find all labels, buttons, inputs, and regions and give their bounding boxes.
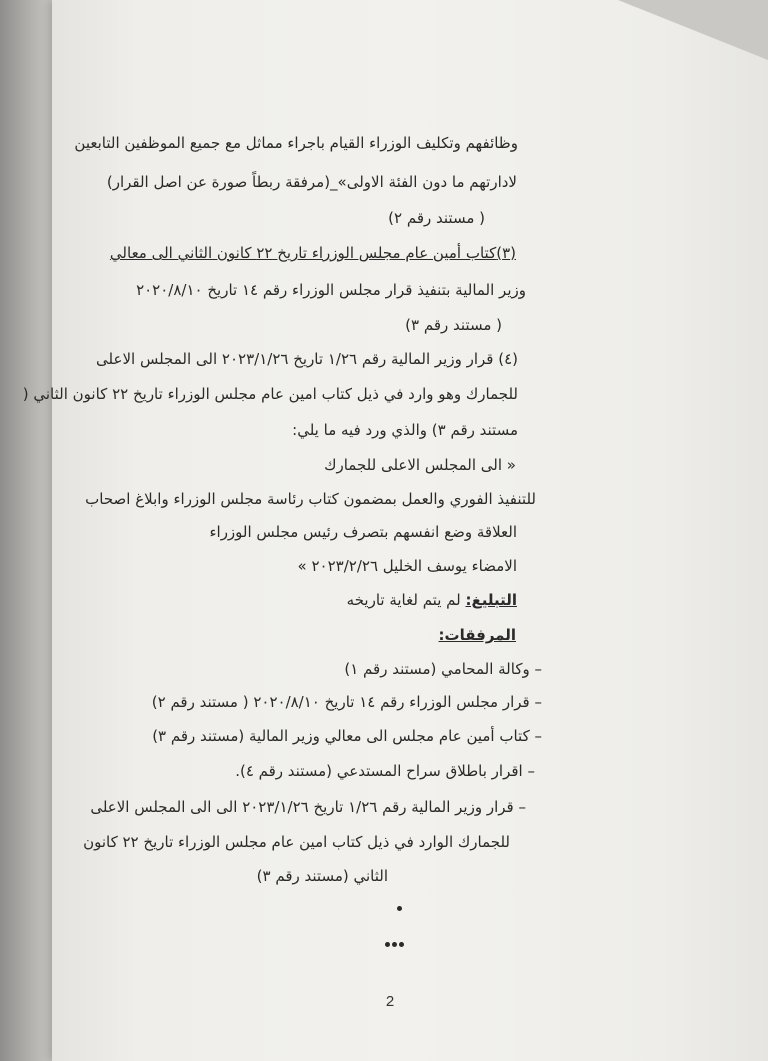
quote-line: « الى المجلس الاعلى للجمارك [324, 456, 516, 474]
item-3-text: كتاب أمين عام مجلس الوزراء تاريخ ٢٢ كانون الثاني الى معالي [109, 244, 497, 262]
notification-text: لم يتم لغاية تاريخه [346, 591, 461, 609]
text-line: ( مستند رقم ٢) [388, 209, 485, 227]
text-line: (٤) قرار وزير المالية رقم ١/٢٦ تاريخ ٢٠٢٣/١/٢٦ الى المجلس الاعلى [96, 350, 518, 368]
notification-line [347, 590, 517, 610]
folded-corner [618, 0, 768, 60]
text-line: وزير المالية بتنفيذ قرار مجلس الوزراء رقم ١٤ تاريخ ٢٠٢٠/٨/١٠ [136, 281, 526, 299]
text-line: للجمارك وهو وارد في ذيل كتاب امين عام مجلس الوزراء تاريخ ٢٢ كانون الثاني ( [22, 385, 518, 403]
attachment-item [344, 659, 542, 679]
quote-signature: الامضاء يوسف الخليل ٢٠٢٣/٢/٢٦ » [297, 557, 517, 575]
list-dash: – [534, 727, 542, 745]
separator-dot [397, 906, 402, 911]
attachment-text: كتاب أمين عام مجلس الى معالي وزير المالية (مستند رقم ٣) [152, 727, 530, 745]
text-line: ( مستند رقم ٣) [405, 316, 502, 334]
quote-line: العلاقة وضع انفسهم بتصرف رئيس مجلس الوزراء [209, 523, 517, 541]
separator-dot [392, 942, 397, 947]
attachment-item [90, 797, 526, 817]
attachment-item [152, 692, 542, 712]
attachment-continuation: للجمارك الوارد في ذيل كتاب امين عام مجلس الوزراء تاريخ ٢٢ كانون [83, 833, 510, 851]
notification-label: التبليغ: [465, 591, 517, 609]
list-dash: – [534, 693, 542, 711]
quote-line: للتنفيذ الفوري والعمل بمضمون كتاب رئاسة مجلس الوزراء وابلاغ اصحاب [85, 490, 536, 508]
item-3-line [110, 243, 516, 263]
attachment-item [235, 761, 535, 781]
list-dash: – [527, 762, 535, 780]
text-line: مستند رقم ٣) والذي ورد فيه ما يلي: [292, 421, 518, 439]
attachment-text: وكالة المحامي (مستند رقم ١) [344, 660, 530, 678]
item-3-prefix: (٣) [496, 244, 516, 262]
attachment-text: اقرار باطلاق سراح المستدعي (مستند رقم ٤). [235, 762, 523, 780]
separator-dot [399, 942, 404, 947]
text-line: لادارتهم ما دون الفئة الاولى»_(مرفقة ربطاً صورة عن اصل القرار) [106, 173, 517, 191]
attachment-text: قرار مجلس الوزراء رقم ١٤ تاريخ ٢٠٢٠/٨/١٠ ( مستند رقم ٢) [151, 693, 530, 711]
attachment-text: قرار وزير المالية رقم ١/٢٦ تاريخ ٢٠٢٣/١/٢٦ الى الى المجلس الاعلى [90, 798, 514, 816]
attachment-continuation: الثاني (مستند رقم ٣) [256, 867, 388, 885]
list-dash: – [518, 798, 526, 816]
attachment-item [152, 726, 542, 746]
separator-dot [385, 942, 390, 947]
page-number: 2 [385, 993, 395, 1010]
list-dash: – [534, 660, 542, 678]
attachments-heading: المرفقات: [438, 626, 516, 644]
text-line: وظائفهم وتكليف الوزراء القيام باجراء مماثل مع جميع الموظفين التابعين [74, 134, 518, 152]
